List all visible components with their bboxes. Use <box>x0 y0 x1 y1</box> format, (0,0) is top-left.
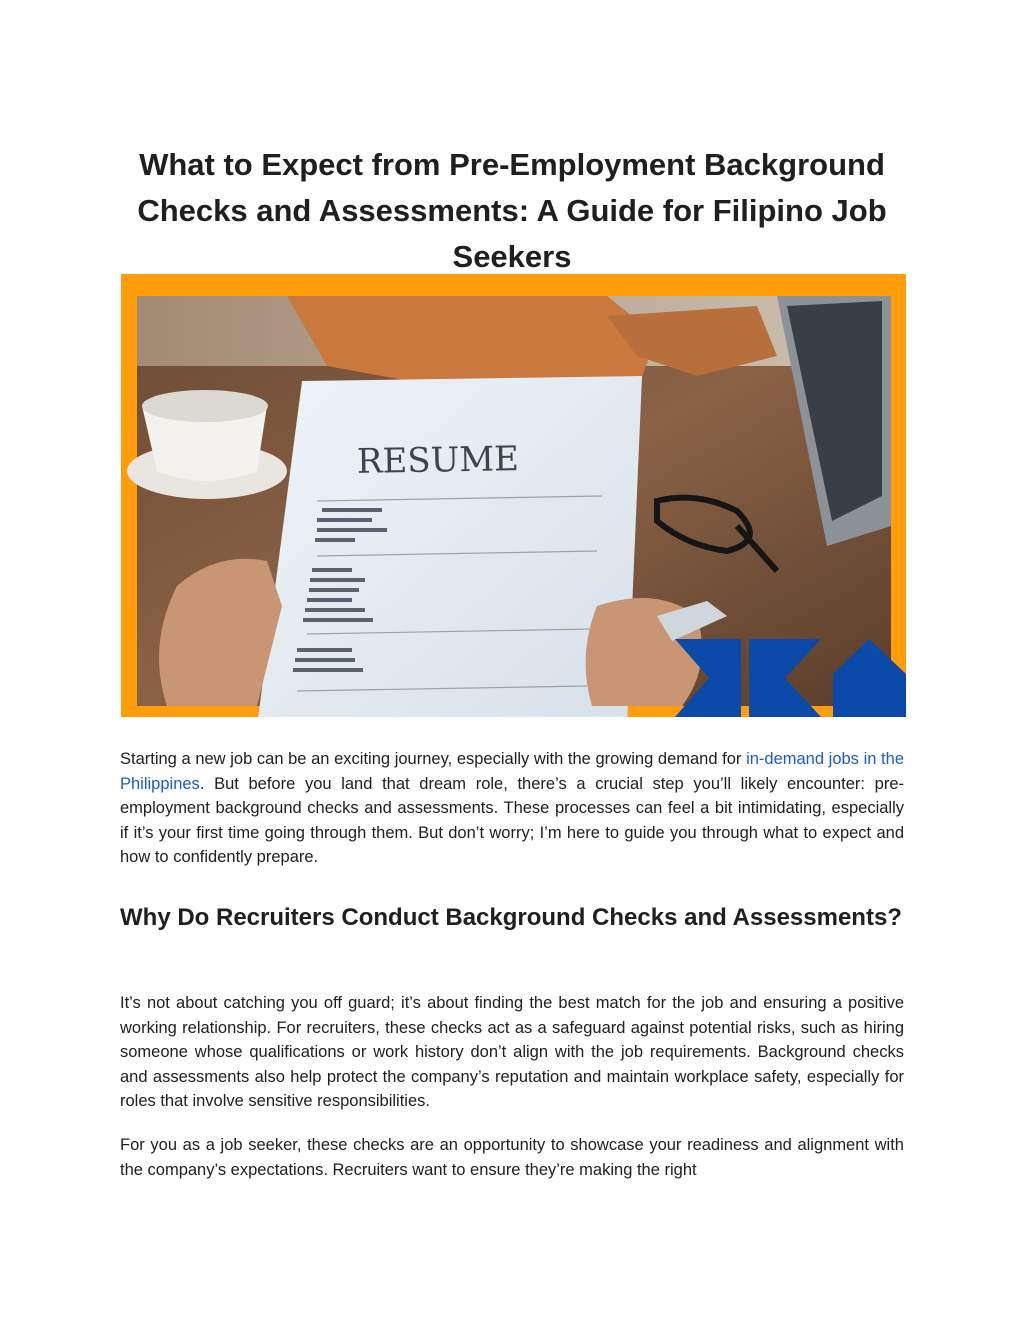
section-heading: Why Do Recruiters Conduct Background Checks and Assessments? <box>120 904 902 931</box>
intro-paragraph: Starting a new job can be an exciting journey, especially with the growing demand for in-demand jobs in the Philippines. But before you land that dream role, there’s a crucial step you’ll likely encounter: pre-employment background checks and assessments. These processes can feel a bit intimidating, especially if it’s your first time going through them. But don’t worry; I’m here to guide you through what to expect and how to confidently prepare. <box>120 750 904 866</box>
resume-heading: RESUME <box>356 439 520 482</box>
in-demand-jobs-link[interactable]: in-demand jobs in the Philippines <box>120 750 904 793</box>
body-paragraph: For you as a job seeker, these checks are an opportunity to showcase your readiness and alignment with the company’s expectations. Recruiters want to ensure they’re making the right <box>120 1136 904 1179</box>
hero-image <box>121 274 906 717</box>
body-paragraph: It’s not about catching you off guard; it’s about finding the best match for the job and ensuring a positive working relationship. For recruiters, these checks act as a safeguard against potential risks, such as hiring someone whose qualifications or work history don’t align with the job requirements. Background checks and assessments also help protect the company’s reputation and maintain workplace safety, especially for roles that involve sensitive responsibilities. <box>120 994 904 1110</box>
page-title: What to Expect from Pre-Employment Background Checks and Assessments: A Guide for Filipino Job Seekers <box>137 147 887 274</box>
